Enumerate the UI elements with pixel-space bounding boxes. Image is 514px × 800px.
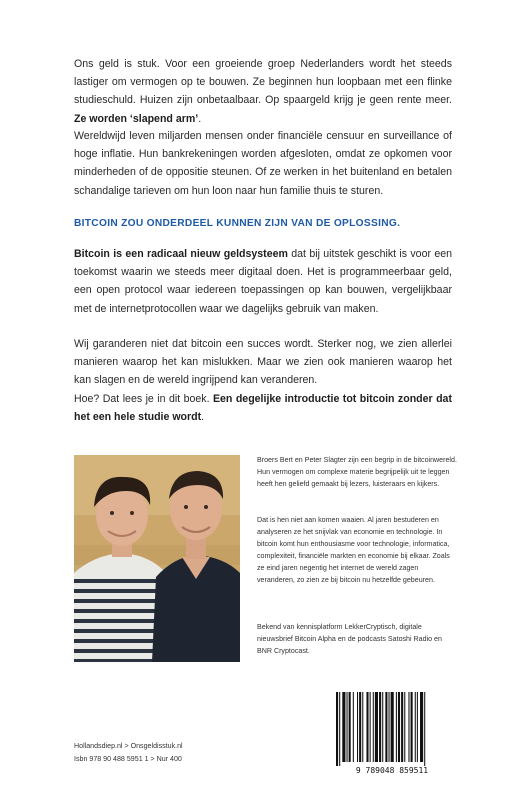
publisher-websites: Hollandsdiep.nl > Onsgeldisstuk.nl <box>74 742 183 750</box>
barcode-bars <box>330 688 454 766</box>
barcode-digits: 9 789048 859511 <box>355 766 429 775</box>
bitcoin-system-bold: Bitcoin is een radicaal nieuw geldsysteem <box>74 248 288 260</box>
bio-paragraph-2: Dat is hen niet aan komen waaien. Al jaren bestuderen en analyseren ze het snijvlak van economie en technologie. In bitcoin komt hun enthousiasme voor technologie, informatica, complexiteit, financiële markten en economie bij elkaar. Zoals ze eind jaren negentig het internet de wereld zagen veranderen, zo zien ze bij bitcoin nu hetzelfde gebeuren. <box>257 516 450 584</box>
intro-text: Ons geld is stuk. Voor een groeiende groep Nederlanders wordt het steeds lastiger om vermogen op te bouwen. Ze beginnen hun loopbaan met een flinke studieschuld. Huizen zijn onbetaalbaar. Op spaargeld krijg je geen rente meer. <box>74 58 452 107</box>
how-end: . <box>201 411 205 424</box>
guarantee-paragraph: Wij garanderen niet dat bitcoin een succes wordt. Sterker nog, we zien allerlei manieren waarop het kan mislukken. Maar we zien ook manieren waarop het kan slagen en de wereld ingrijpend kan veranderen. <box>74 338 452 387</box>
isbn-barcode <box>330 688 454 784</box>
headline: BITCOIN ZOU ONDERDEEL KUNNEN ZIJN VAN DE OPLOSSING. <box>74 218 401 229</box>
how-paragraph <box>74 390 452 426</box>
intro-bold-text: Ze worden ‘slapend arm’ <box>74 112 199 125</box>
bitcoin-system-text: dat bij uitstek geschikt is voor een toekomst waarin we steeds meer digitaal doen. Het is programmeerbaar geld, een open protocol waar iedereen toepassingen op kan bouwen, vergelijkbaar met de internetprotocollen waar we dagelijks gebruik van maken. <box>74 248 453 315</box>
bio-paragraph-1: Broers Bert en Peter Slagter zijn een begrip in de bitcoinwereld. Hun vermogen om complexe materie begrijpelijk uit te leggen heeft hen geliefd gemaakt bij lezers, luisteraars en kijkers. <box>257 456 457 488</box>
how-bold: Een degelijke introductie tot bitcoin zonder dat het een hele studie wordt <box>74 393 452 424</box>
isbn-nur-line: Isbn 978 90 488 5951 1 > Nur 400 <box>74 755 182 763</box>
authors-photo <box>74 455 240 662</box>
intro-paragraph <box>74 55 452 128</box>
how-text: Hoe? Dat lees je in dit boek. <box>74 393 213 405</box>
bitcoin-system-paragraph <box>74 245 452 318</box>
bio-paragraph-3: Bekend van kennisplatform LekkerCryptisch, digitale nieuwsbrief Bitcoin Alpha en de podcasts Satoshi Radio en BNR Cryptocast. <box>257 623 442 655</box>
authors-photo-illustration <box>74 455 240 662</box>
intro-end: . <box>198 112 202 125</box>
censorship-paragraph: Wereldwijd leven miljarden mensen onder financiële censuur en surveillance of hoge inflatie. Hun bankrekeningen worden afgesloten, omdat ze opkomen voor minderheden of de oppositie steunen. Of ze werken in het buitenland en betalen schandalige tarieven om hun loon naar hun familie thuis te sturen. <box>74 130 452 197</box>
